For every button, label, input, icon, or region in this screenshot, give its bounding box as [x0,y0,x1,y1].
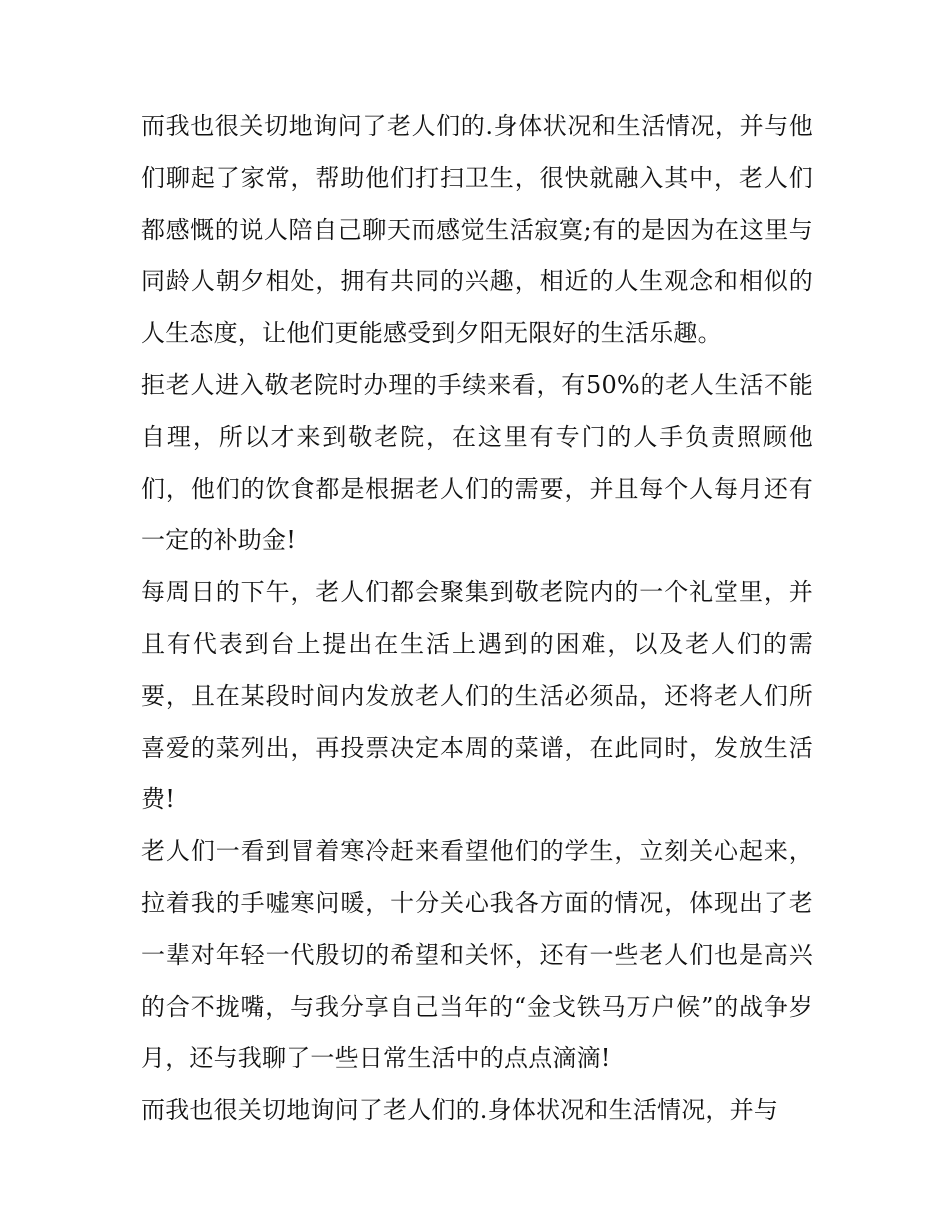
paragraph-care-statistics: 拒老人进入敬老院时办理的手续来看，有50%的老人生活不能自理，所以才来到敬老院，在这里有专门的人手负责照顾他们，他们的饮食都是根据老人们的需要，并且每个人每月还有一定的补助金! [141,370,813,555]
paragraph-sunday-meeting: 每周日的下午，老人们都会聚集到敬老院内的一个礼堂里，并且有代表到台上提出在生活上遇到的困难，以及老人们的需要，且在某段时间内发放老人们的生活必须品，还将老人们所喜爱的菜列出，再投票决定本周的菜谱，在此同时，发放生活费! [141,578,813,814]
paragraph-elders-welcome: 老人们一看到冒着寒冷赶来看望他们的学生，立刻关心起来，拉着我的手嘘寒问暖，十分关心我各方面的情况，体现出了老一辈对年轻一代殷切的希望和关怀，还有一些老人们也是高兴的合不拢嘴，与我分享自己当年的“金戈铁马万户候”的战争岁月，还与我聊了一些日常生活中的点点滴滴! [141,837,813,1073]
document-body [141,101,813,1137]
paragraph-repeated-fragment: 而我也很关切地询问了老人们的.身体状况和生活情况，并与 [141,1096,779,1125]
paragraph-visit-conversation: 而我也很关切地询问了老人们的.身体状况和生活情况，并与他们聊起了家常，帮助他们打扫卫生，很快就融入其中，老人们都感慨的说人陪自己聊天而感觉生活寂寞;有的是因为在这里与同龄人朝夕相处，拥有共同的兴趣，相近的人生观念和相似的人生态度，让他们更能感受到夕阳无限好的生活乐趣。 [141,112,813,348]
